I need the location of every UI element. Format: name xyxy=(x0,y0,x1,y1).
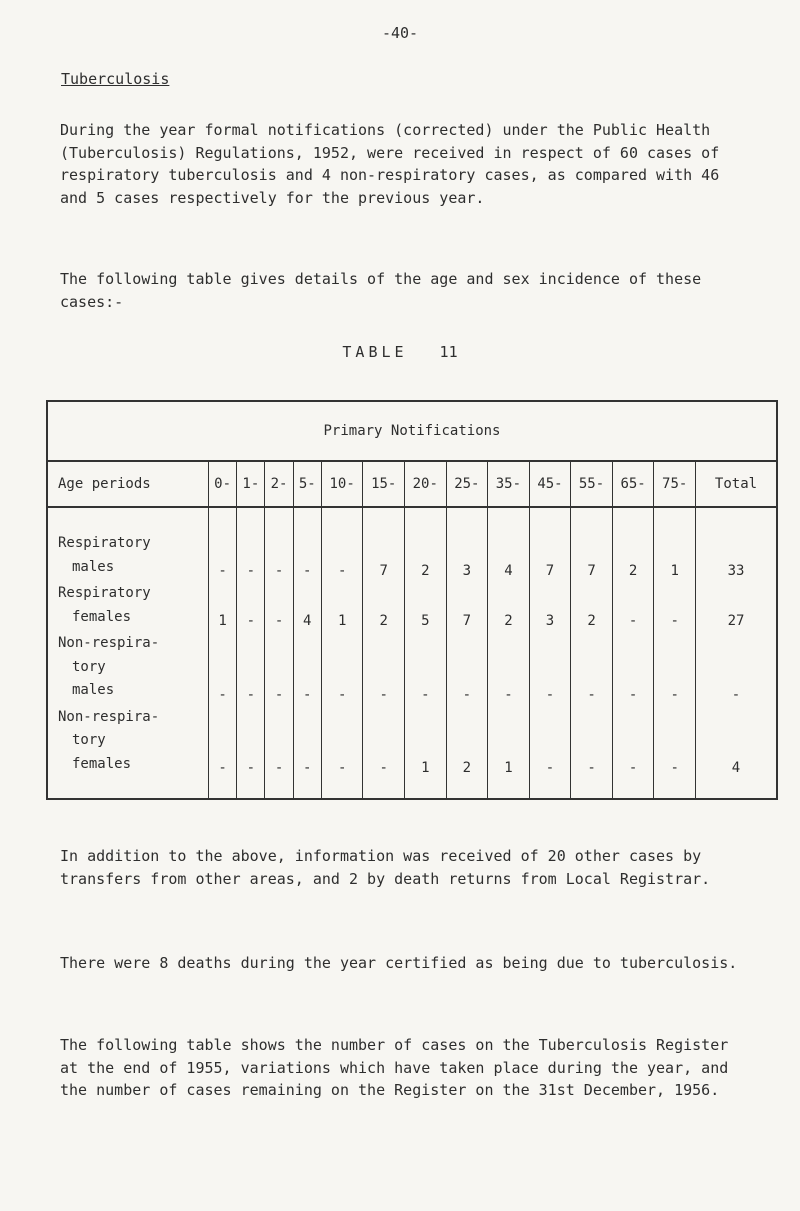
table-cell: - xyxy=(363,706,405,800)
table-cell: 2 xyxy=(571,582,613,632)
table-title-number: 11 xyxy=(439,343,458,361)
row-total: 33 xyxy=(696,507,778,582)
table-cell: - xyxy=(265,507,293,582)
section-heading: Tuberculosis xyxy=(61,70,170,88)
table-cell: 2 xyxy=(488,582,530,632)
table-cell: - xyxy=(265,706,293,800)
table-cell: 1 xyxy=(321,582,363,632)
table-row xyxy=(47,507,777,582)
table-cell: - xyxy=(571,706,613,800)
column-header: 20- xyxy=(405,461,447,507)
table-body xyxy=(47,507,777,799)
table-row xyxy=(47,582,777,632)
table-header-row xyxy=(47,461,777,507)
table-title xyxy=(0,343,800,361)
table-cell: 1 xyxy=(654,507,696,582)
table-cell: - xyxy=(529,706,571,800)
row-label-line: Respiratory xyxy=(58,585,151,601)
table-cell: - xyxy=(321,632,363,706)
table-cell: - xyxy=(293,632,321,706)
row-label xyxy=(47,632,209,706)
table-cell: - xyxy=(363,632,405,706)
column-header: 2- xyxy=(265,461,293,507)
column-header: 55- xyxy=(571,461,613,507)
row-label-line: Non-respira- xyxy=(58,635,160,651)
table-cell: 5 xyxy=(405,582,447,632)
table-cell: 4 xyxy=(293,582,321,632)
row-label-line: Non-respira- xyxy=(58,708,160,725)
register-paragraph: The following table shows the number of cases on the Tuberculosis Register at the end of 1955, variations which have taken place during the year, and the number of cases remaining on the Register on the 31st December, 1956. xyxy=(60,1036,729,1099)
table-row xyxy=(47,706,777,800)
notifications-table xyxy=(46,400,778,800)
row-label xyxy=(47,507,209,582)
row-label-line: tory xyxy=(72,658,106,675)
table-title-label: TABLE xyxy=(342,343,408,361)
table-cell: 2 xyxy=(446,706,488,800)
table-cell: - xyxy=(209,706,237,800)
table-cell: 4 xyxy=(488,507,530,582)
table-cell: - xyxy=(321,507,363,582)
table-cell: - xyxy=(321,706,363,800)
table-cell: 1 xyxy=(405,706,447,800)
table-cell: 1 xyxy=(488,706,530,800)
table-cell: - xyxy=(209,507,237,582)
table-cell: 7 xyxy=(571,507,613,582)
column-header: 25- xyxy=(446,461,488,507)
table-cell: - xyxy=(654,632,696,706)
row-label-line: males xyxy=(72,682,115,698)
column-header: 35- xyxy=(488,461,530,507)
column-header: 75- xyxy=(654,461,696,507)
transfers-paragraph: In addition to the above, information was received of 20 other cases by transfers from other areas, and 2 by death returns from Local Registrar. xyxy=(60,847,711,888)
table-cell: - xyxy=(612,632,654,706)
column-header: 0- xyxy=(209,461,237,507)
row-total: - xyxy=(696,632,778,706)
table-cell: - xyxy=(612,582,654,632)
table-cell: - xyxy=(265,582,293,632)
column-header: 45- xyxy=(529,461,571,507)
table-cell: 7 xyxy=(529,507,571,582)
row-label xyxy=(47,706,209,800)
table-intro-paragraph: The following table gives details of the age and sex incidence of these cases:- xyxy=(60,270,702,311)
table-cell: 7 xyxy=(446,582,488,632)
total-header: Total xyxy=(696,461,778,507)
table-cell: 3 xyxy=(529,582,571,632)
deaths-paragraph: There were 8 deaths during the year certified as being due to tuberculosis. xyxy=(60,954,738,972)
table-cell: 2 xyxy=(363,582,405,632)
table-cell: - xyxy=(265,632,293,706)
table-cell: - xyxy=(405,632,447,706)
row-label-line: males xyxy=(72,558,115,575)
column-header: 1- xyxy=(237,461,265,507)
column-header: 5- xyxy=(293,461,321,507)
row-label-line: Respiratory xyxy=(58,535,151,551)
table-caption: Primary Notifications xyxy=(47,401,777,461)
table-cell: - xyxy=(209,632,237,706)
table-row xyxy=(47,632,777,706)
page-number: -40- xyxy=(381,24,419,42)
table-cell: - xyxy=(529,632,571,706)
table-cell: 1 xyxy=(209,582,237,632)
table-cell: - xyxy=(446,632,488,706)
table-cell: - xyxy=(237,507,265,582)
row-label xyxy=(47,582,209,632)
column-header: 65- xyxy=(612,461,654,507)
table-cell: - xyxy=(237,632,265,706)
table-cell: - xyxy=(571,632,613,706)
table-cell: 2 xyxy=(405,507,447,582)
row-label-line: tory xyxy=(72,732,106,748)
row-total: 4 xyxy=(696,706,778,800)
table-cell: - xyxy=(654,706,696,800)
table-cell: 3 xyxy=(446,507,488,582)
table-cell: - xyxy=(237,706,265,800)
table-cell: - xyxy=(654,582,696,632)
table-cell: - xyxy=(237,582,265,632)
table-cell: - xyxy=(293,706,321,800)
table-cell: - xyxy=(488,632,530,706)
column-header: 10- xyxy=(321,461,363,507)
table-cell: - xyxy=(293,507,321,582)
row-label-line: females xyxy=(72,608,132,625)
intro-paragraph: During the year formal notifications (corrected) under the Public Health (Tuberculosis) Regulations, 1952, were received in respect of 60 cases of respiratory tuberculosis and 4 non-respiratory cases, as compared with 46 and 5 cases respectively for the previous year. xyxy=(60,121,720,207)
age-periods-header: Age periods xyxy=(47,461,209,507)
table-cell: 7 xyxy=(363,507,405,582)
row-label-line: females xyxy=(72,755,132,772)
table-cell: 2 xyxy=(612,507,654,582)
column-header: 15- xyxy=(363,461,405,507)
row-total: 27 xyxy=(696,582,778,632)
table-cell: - xyxy=(612,706,654,800)
